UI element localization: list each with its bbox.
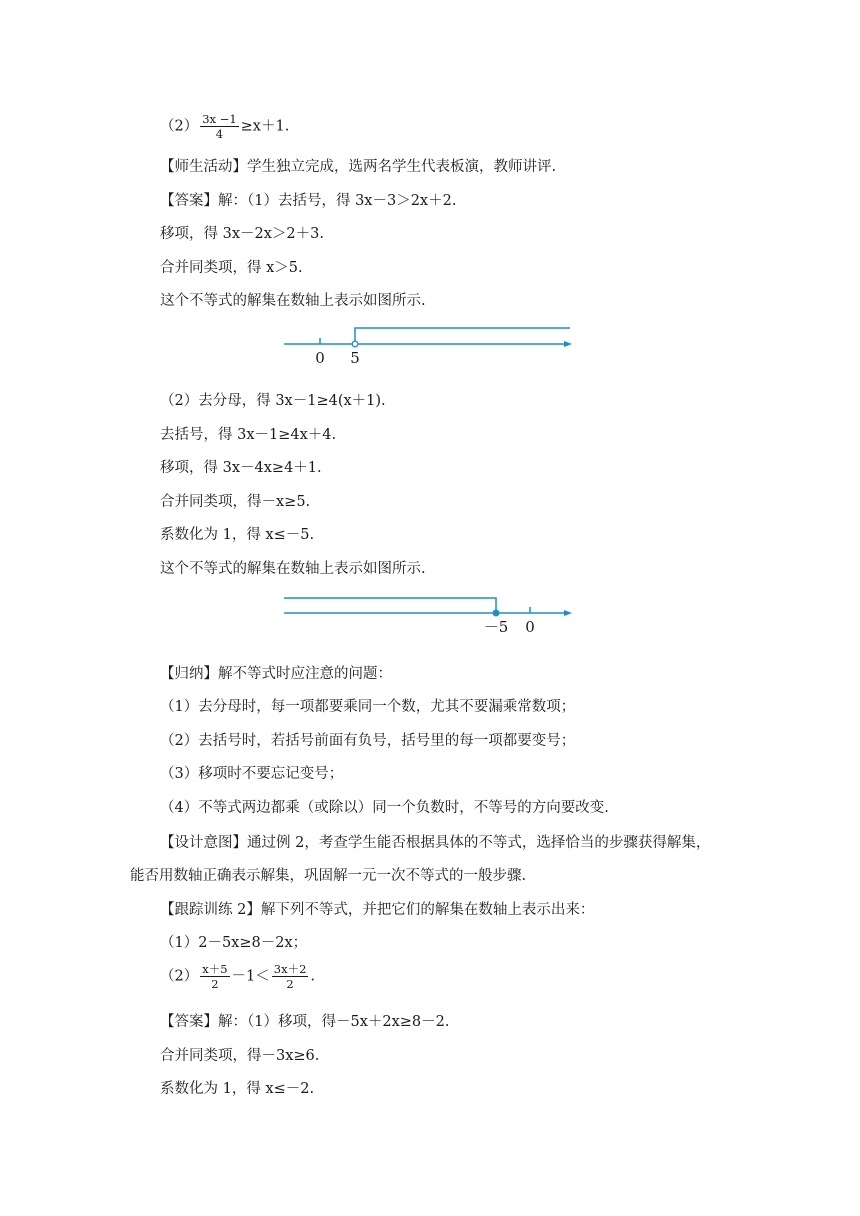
solution-shown-line-2: 这个不等式的解集在数轴上表示如图所示. [160, 561, 426, 577]
step-coefficient: 系数化为 1，得 x≤－5. [160, 527, 315, 543]
problem-2-prefix: （2） [160, 118, 199, 135]
move-terms-line-1: 移项，得 3x－2x＞2＋3. [160, 226, 324, 242]
exercise-item-2 [160, 962, 315, 991]
exercise-2-suffix: . [310, 968, 316, 985]
solution-ray [355, 328, 570, 344]
fraction-numerator: 3x −1 [202, 112, 237, 126]
summary-item-2: （2）去括号时，若括号前面有负号，括号里的每一项都要变号； [160, 733, 576, 749]
design-intent-line-2: 能否用数轴正确表示解集，巩固解一元一次不等式的一般步骤. [130, 868, 527, 884]
summary-item-3: （3）移项时不要忘记变号； [160, 766, 344, 782]
closed-point [493, 610, 499, 616]
fraction-denominator: 4 [215, 127, 224, 141]
tick-label-neg5: －5 [483, 618, 509, 636]
fraction-left [200, 962, 229, 991]
axis-arrow [564, 610, 572, 616]
exercise-2-prefix: （2） [160, 968, 199, 985]
axis-arrow [564, 341, 572, 347]
tick-label-0: 0 [315, 349, 325, 366]
activity-line: 【师生活动】学生独立完成，选两名学生代表板演，教师讲评. [160, 159, 557, 175]
exercise-2-middle: －1＜ [231, 968, 270, 985]
design-intent-line-1: 【设计意图】通过例 2，考查学生能否根据具体的不等式，选择恰当的步骤获得解集， [160, 835, 711, 851]
fraction-right [272, 962, 309, 991]
fraction-left-numerator: x＋5 [202, 962, 228, 976]
tick-label-5: 5 [350, 349, 360, 366]
answer-line-2: 【答案】解：（1）移项，得－5x＋2x≥8－2. [160, 1014, 450, 1030]
summary-item-1: （1）去分母时，每一项都要乘同一个数，尤其不要漏乘常数项； [160, 699, 576, 715]
step-clear-denominator: （2）去分母，得 3x－1≥4(x＋1). [160, 393, 386, 409]
fraction [200, 112, 238, 141]
step-remove-brackets: 去括号，得 3x－1≥4x＋4. [160, 427, 337, 443]
combine-terms-line-2: 合并同类项，得－3x≥6. [160, 1048, 320, 1064]
number-line-2 [280, 592, 580, 636]
number-line-1 [280, 322, 580, 366]
exercise-item-1: （1）2－5x≥8－2x； [160, 935, 308, 951]
answer-line-1: 【答案】解：（1）去括号，得 3x－3＞2x＋2. [160, 193, 457, 209]
combine-terms-line-1: 合并同类项，得 x＞5. [160, 260, 303, 276]
summary-heading: 【归纳】解不等式时应注意的问题： [160, 666, 392, 682]
step-combine-terms: 合并同类项，得－x≥5. [160, 494, 311, 510]
open-point [352, 341, 358, 347]
fraction-right-denominator: 2 [286, 977, 294, 991]
tracking-exercise-heading: 【跟踪训练 2】解下列不等式，并把它们的解集在数轴上表示出来： [160, 902, 595, 918]
step-move-terms: 移项，得 3x－4x≥4＋1. [160, 460, 322, 476]
solution-ray [284, 598, 496, 613]
tick-label-0: 0 [525, 618, 535, 636]
problem-2-suffix: ≥x＋1. [240, 118, 290, 135]
solution-shown-line-1: 这个不等式的解集在数轴上表示如图所示. [160, 293, 426, 309]
fraction-right-numerator: 3x＋2 [273, 962, 307, 976]
summary-item-4: （4）不等式两边都乘（或除以）同一个负数时，不等号的方向要改变. [160, 800, 609, 816]
problem-2-line [160, 112, 289, 141]
coefficient-line-2: 系数化为 1，得 x≤－2. [160, 1081, 315, 1097]
fraction-left-denominator: 2 [211, 977, 219, 991]
